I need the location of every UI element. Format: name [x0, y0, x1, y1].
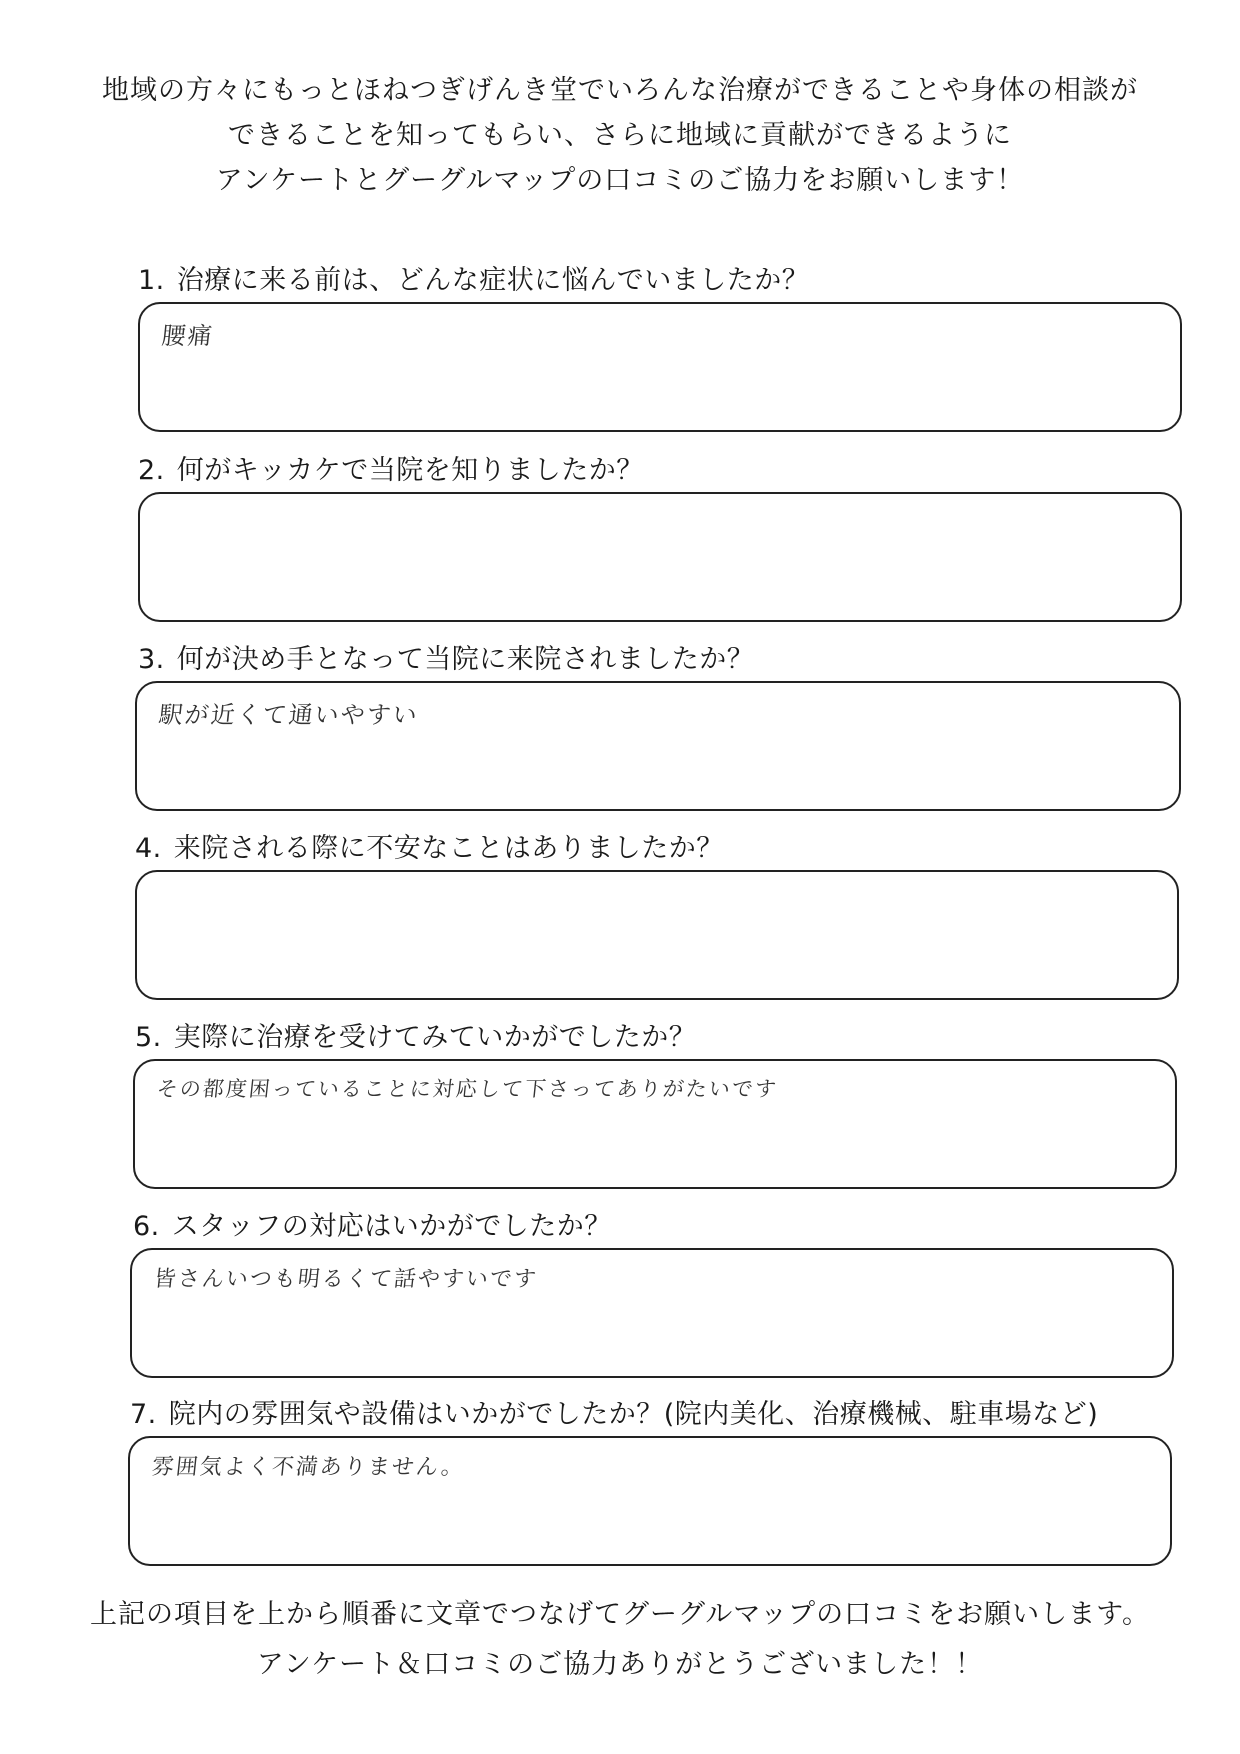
answer-box-1[interactable] — [138, 302, 1182, 432]
answer-box-6[interactable] — [130, 1248, 1174, 1378]
question-7-label — [130, 1392, 1098, 1431]
question-6-label — [133, 1204, 612, 1243]
question-3-label — [138, 637, 754, 676]
question-5-label — [135, 1015, 696, 1054]
question-2-text: 何がキッカケで当院を知りましたか？ — [176, 455, 644, 486]
answer-7-text: 雰囲気よく不満ありません。 — [150, 1455, 467, 1480]
answer-5-text: その都度困っていることに対応して下さってありがたいです — [155, 1077, 780, 1101]
question-6-number: 6. — [133, 1211, 160, 1242]
intro-line-3: アンケートとグーグルマップの口コミのご協力をお願いします！ — [215, 165, 1025, 196]
outro-text — [0, 1590, 1240, 1690]
answer-box-3[interactable] — [135, 681, 1181, 811]
question-1-number: 1. — [138, 265, 165, 296]
outro-line-2: アンケート＆口コミのご協力ありがとうございました！！ — [256, 1649, 984, 1680]
answer-3-text: 駅が近くて通いやすい — [157, 701, 421, 729]
question-7-number: 7. — [130, 1399, 157, 1430]
answer-6-text: 皆さんいつも明るくて話やすいです — [152, 1267, 540, 1292]
question-6-text: スタッフの対応はいかがでしたか？ — [171, 1211, 612, 1242]
question-4-number: 4. — [135, 833, 162, 864]
question-4-label — [135, 826, 724, 865]
intro-text — [0, 68, 1240, 203]
question-4-text: 来院される際に不安なことはありましたか？ — [173, 833, 724, 864]
question-5-text: 実際に治療を受けてみていかがでしたか？ — [173, 1022, 697, 1053]
question-1-label — [138, 258, 809, 297]
question-3-text: 何が決め手となって当院に来院されましたか？ — [176, 644, 755, 675]
answer-1-text: 腰痛 — [160, 322, 216, 350]
answer-box-2[interactable] — [138, 492, 1182, 622]
intro-line-1: 地域の方々にもっとほねつぎげんき堂でいろんな治療ができることや身体の相談が — [102, 75, 1138, 106]
answer-box-7[interactable] — [128, 1436, 1172, 1566]
intro-line-2: できることを知ってもらい、さらに地域に貢献ができるように — [228, 120, 1012, 151]
answer-box-4[interactable] — [135, 870, 1179, 1000]
question-7-text: 院内の雰囲気や設備はいかがでしたか？(院内美化、治療機械、駐車場など) — [168, 1399, 1099, 1430]
question-2-label — [138, 448, 644, 487]
question-5-number: 5. — [135, 1022, 162, 1053]
question-2-number: 2. — [138, 455, 165, 486]
outro-line-1: 上記の項目を上から順番に文章でつなげてグーグルマップの口コミをお願いします。 — [90, 1599, 1150, 1630]
question-1-text: 治療に来る前は、どんな症状に悩んでいましたか？ — [176, 265, 810, 296]
answer-box-5[interactable] — [133, 1059, 1177, 1189]
question-3-number: 3. — [138, 644, 165, 675]
